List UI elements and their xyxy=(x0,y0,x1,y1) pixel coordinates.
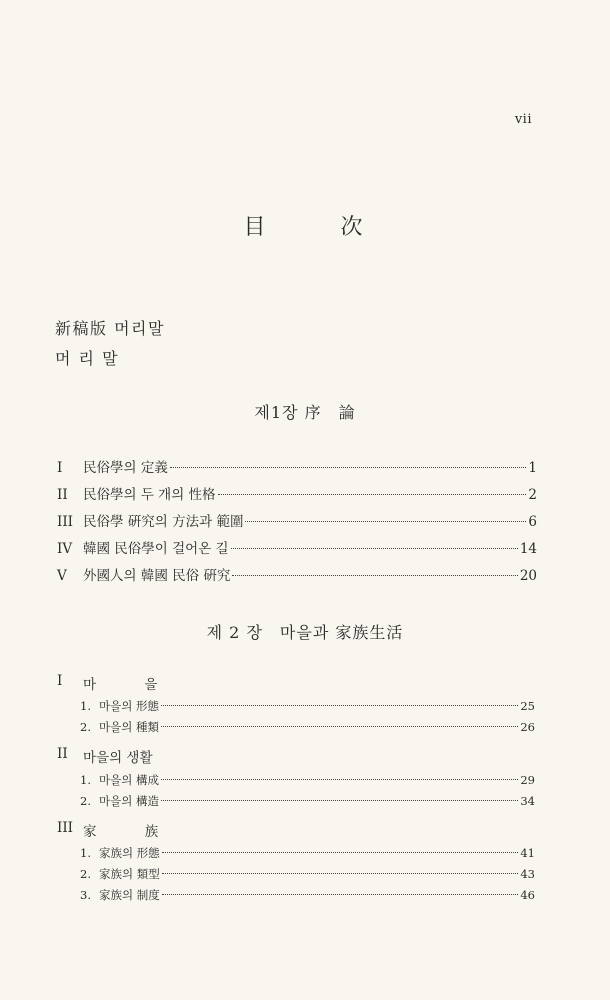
group-label: 마을의 생활 xyxy=(83,750,153,766)
group-number: III xyxy=(57,820,73,836)
toc-entry[interactable] xyxy=(57,456,537,476)
toc-group-heading[interactable] xyxy=(57,673,179,693)
group-label: 마 을 xyxy=(83,677,180,693)
entry-label: 外國人의 韓國 民俗 硏究 xyxy=(83,568,231,584)
entry-page: 46 xyxy=(520,888,535,902)
entry-number: 2. xyxy=(80,794,91,808)
entry-number: 2. xyxy=(80,867,91,881)
leader-dots xyxy=(245,521,526,522)
entry-label: 마을의 構成 xyxy=(99,773,159,787)
entry-label: 民俗學 硏究의 方法과 範圍 xyxy=(83,514,244,530)
toc-subentry[interactable] xyxy=(80,845,535,861)
entry-label: 마을의 構造 xyxy=(99,794,159,808)
leader-dots xyxy=(161,800,518,801)
entry-label: 家族의 類型 xyxy=(99,867,160,881)
toc-subentry[interactable] xyxy=(80,887,535,903)
entry-number: 1. xyxy=(80,699,91,713)
entry-page: 26 xyxy=(520,720,535,734)
entry-page: 34 xyxy=(520,794,535,808)
leader-dots xyxy=(161,779,518,780)
entry-page: 43 xyxy=(520,867,535,881)
toc-entry[interactable] xyxy=(57,483,537,503)
entry-number: 2. xyxy=(80,720,91,734)
entry-number: III xyxy=(57,514,73,530)
chapter1-heading: 제1장 序 論 xyxy=(254,403,356,422)
entry-number: 3. xyxy=(80,888,91,902)
leader-dots xyxy=(162,852,519,853)
toc-subentry[interactable] xyxy=(80,719,535,735)
page-title: 目 次 xyxy=(243,215,397,240)
entry-number: 1. xyxy=(80,846,91,860)
entry-page: 25 xyxy=(520,699,535,713)
entry-label: 마을의 形態 xyxy=(99,699,159,713)
entry-label: 家族의 形態 xyxy=(99,846,160,860)
entry-page: 14 xyxy=(519,541,537,557)
toc-entry[interactable] xyxy=(57,510,537,530)
entry-page: 29 xyxy=(520,773,535,787)
toc-entry[interactable] xyxy=(57,537,537,557)
chapter2-heading: 제 2 장 마을과 家族生活 xyxy=(206,623,404,642)
leader-dots xyxy=(218,494,527,495)
toc-group-heading[interactable] xyxy=(57,746,153,766)
toc-subentry[interactable] xyxy=(80,793,535,809)
entry-label: 家族의 制度 xyxy=(99,888,160,902)
entry-page: 20 xyxy=(519,568,537,584)
leader-dots xyxy=(161,726,518,727)
toc-subentry[interactable] xyxy=(80,772,535,788)
group-number: I xyxy=(57,673,63,689)
toc-subentry[interactable] xyxy=(80,698,535,714)
page-number: vii xyxy=(514,112,532,127)
toc-subentry[interactable] xyxy=(80,866,535,882)
entry-label: 마을의 種類 xyxy=(99,720,159,734)
entry-label: 民俗學의 두 개의 性格 xyxy=(83,487,216,503)
leader-dots xyxy=(162,873,519,874)
entry-label: 韓國 民俗學이 걸어온 길 xyxy=(83,541,229,557)
entry-number: 1. xyxy=(80,773,91,787)
leader-dots xyxy=(170,467,527,468)
entry-number: V xyxy=(57,568,67,584)
leader-dots xyxy=(231,548,518,549)
front-matter-preface[interactable]: 머 리 말 xyxy=(55,349,120,368)
entry-page: 2 xyxy=(528,487,537,503)
entry-page: 1 xyxy=(528,460,537,476)
entry-page: 6 xyxy=(528,514,537,530)
leader-dots xyxy=(162,894,519,895)
front-matter-preface-new[interactable]: 新稿版 머리말 xyxy=(55,319,165,338)
group-number: II xyxy=(57,746,68,762)
group-label: 家 族 xyxy=(83,824,181,840)
entry-page: 41 xyxy=(520,846,535,860)
toc-entry[interactable] xyxy=(57,564,537,584)
toc-group-heading[interactable] xyxy=(57,820,180,840)
entry-number: I xyxy=(57,460,63,476)
leader-dots xyxy=(161,705,518,706)
entry-number: IV xyxy=(57,541,73,557)
entry-label: 民俗學의 定義 xyxy=(83,460,168,476)
leader-dots xyxy=(232,575,517,576)
entry-number: II xyxy=(57,487,68,503)
